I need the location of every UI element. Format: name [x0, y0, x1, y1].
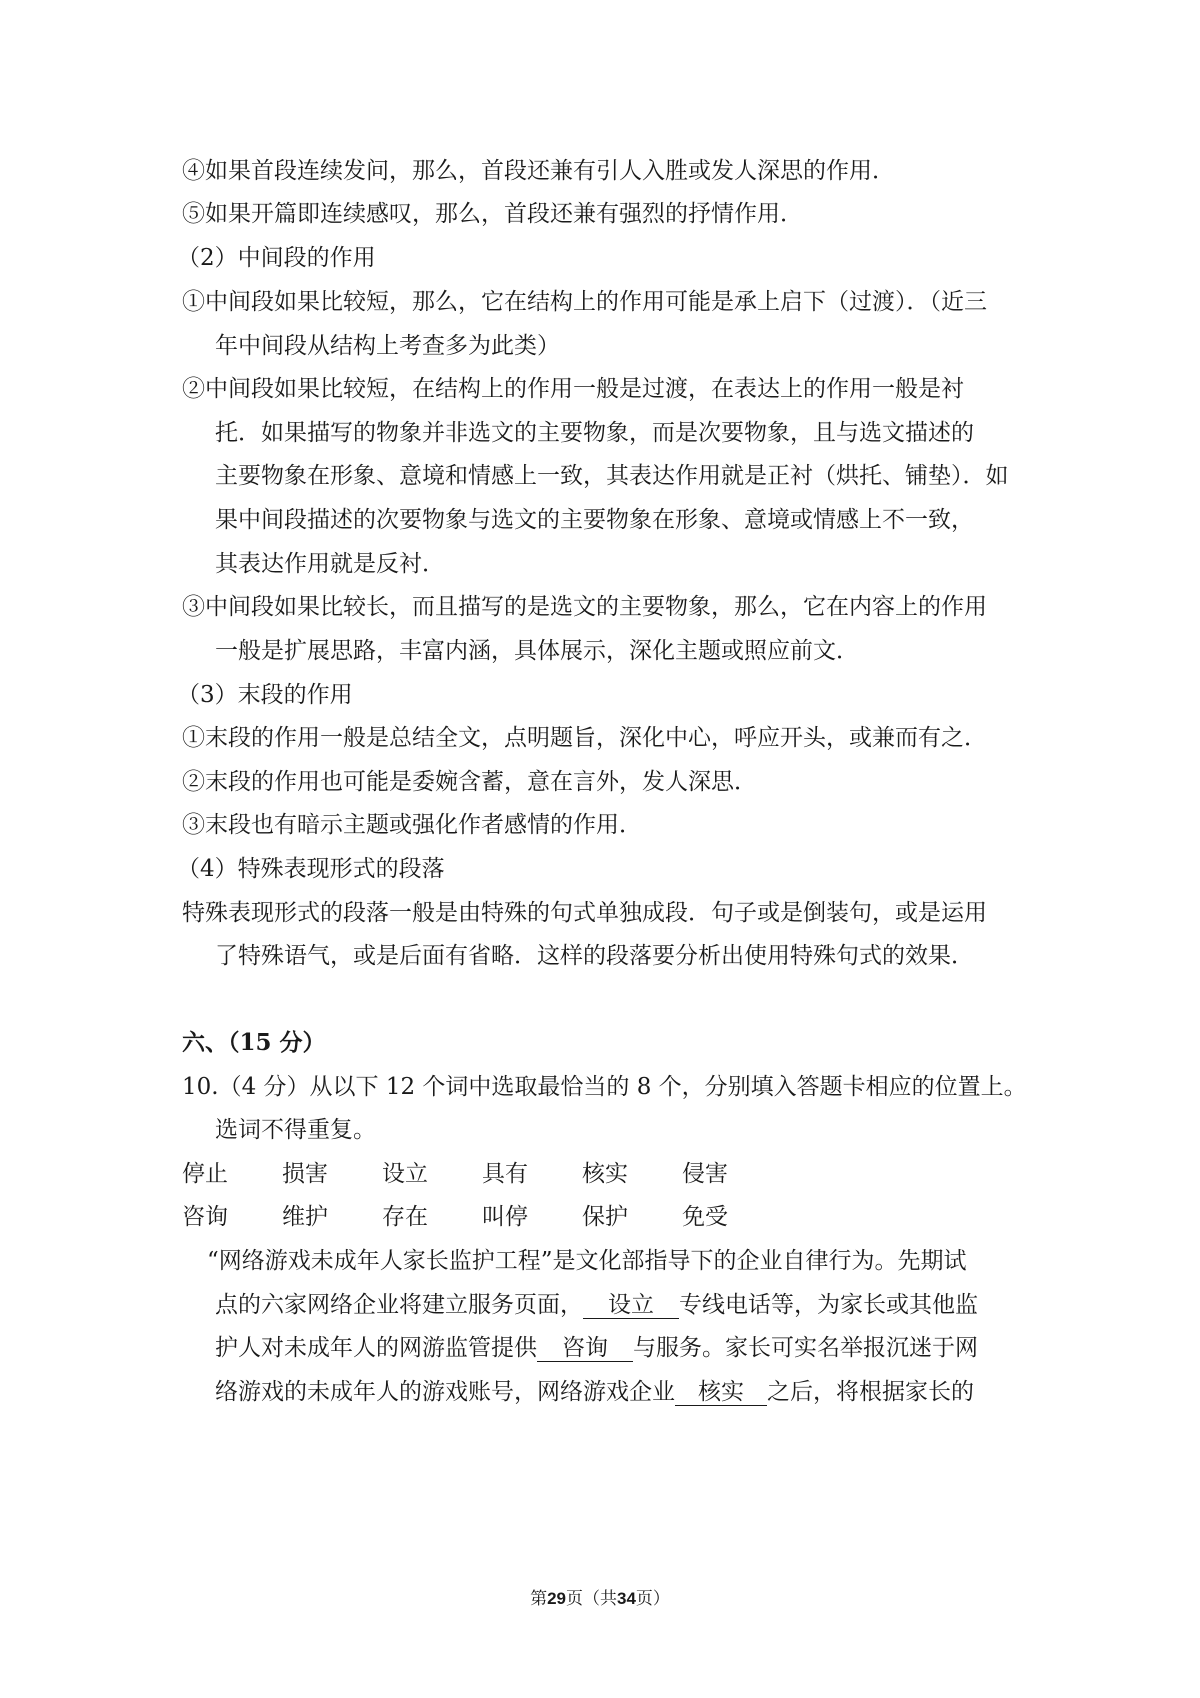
passage-text: 点的六家网络企业将建立服务页面，	[215, 1292, 583, 1318]
word-option: 设立	[382, 1161, 428, 1187]
text-line: 了特殊语气，或是后面有省略．这样的段落要分析出使用特殊句式的效果．	[215, 943, 974, 969]
footer-total-pages: 34	[617, 1589, 636, 1608]
passage-line	[215, 1288, 1075, 1322]
question-line: 10.（4 分）从以下 12 个词中选取最恰当的 8 个，分别填入答题卡相应的位置上。	[182, 1074, 1027, 1100]
text-line: ③末段也有暗示主题或强化作者感情的作用．	[182, 812, 642, 838]
passage-text: 专线电话等，为家长或其他监	[679, 1292, 978, 1318]
footer-suffix: 页）	[635, 1589, 670, 1609]
text-line: 果中间段描述的次要物象与选文的主要物象在形象、意境或情感上不一致，	[215, 507, 974, 533]
text-line: ①中间段如果比较短，那么，它在结构上的作用可能是承上启下（过渡）．（近三	[182, 289, 987, 315]
answer-blank: 核实	[675, 1379, 767, 1406]
word-option: 损害	[282, 1161, 328, 1187]
text-line: ①末段的作用一般是总结全文，点明题旨，深化中心，呼应开头，或兼而有之．	[182, 725, 987, 751]
text-line: 一般是扩展思路，丰富内涵，具体展示，深化主题或照应前文．	[215, 638, 859, 664]
passage-line: “网络游戏未成年人家长监护工程”是文化部指导下的企业自律行为。先期试	[207, 1248, 967, 1274]
word-option: 咨询	[182, 1204, 228, 1230]
word-option: 存在	[382, 1204, 428, 1230]
text-line: 其表达作用就是反衬．	[215, 551, 445, 577]
word-option: 停止	[182, 1161, 228, 1187]
passage-text: 络游戏的未成年人的游戏账号，网络游戏企业	[215, 1379, 675, 1405]
text-line: 托．如果描写的物象并非选文的主要物象，而是次要物象，且与选文描述的	[215, 420, 974, 446]
word-option: 核实	[582, 1161, 628, 1187]
text-line: ④如果首段连续发问，那么，首段还兼有引人入胜或发人深思的作用．	[182, 158, 895, 184]
word-option: 叫停	[482, 1204, 528, 1230]
section-title: 六、（15 分）	[182, 1029, 326, 1056]
subheading: （3）末段的作用	[177, 682, 353, 708]
subheading: （2）中间段的作用	[177, 245, 376, 271]
answer-blank: 咨询	[537, 1335, 633, 1362]
passage-text: 与服务。家长可实名举报沉迷于网	[633, 1335, 978, 1361]
word-option: 保护	[582, 1204, 628, 1230]
text-line: 年中间段从结构上考查多为此类）	[215, 333, 560, 359]
question-line: 选词不得重复。	[215, 1117, 376, 1143]
passage-line	[215, 1331, 1075, 1365]
passage-text: 之后，将根据家长的	[767, 1379, 974, 1405]
text-line: ⑤如果开篇即连续感叹，那么，首段还兼有强烈的抒情作用．	[182, 201, 803, 227]
footer-middle: 页（共	[566, 1589, 617, 1609]
page-footer	[0, 1587, 1200, 1611]
text-line: 主要物象在形象、意境和情感上一致，其表达作用就是正衬（烘托、铺垫）．如	[215, 463, 1009, 489]
text-line: ③中间段如果比较长，而且描写的是选文的主要物象，那么，它在内容上的作用	[182, 594, 987, 620]
text-line: ②末段的作用也可能是委婉含蓄，意在言外，发人深思．	[182, 769, 757, 795]
word-option: 免受	[682, 1204, 728, 1230]
text-line: ②中间段如果比较短，在结构上的作用一般是过渡，在表达上的作用一般是衬	[182, 376, 964, 402]
word-option: 维护	[282, 1204, 328, 1230]
word-option: 侵害	[682, 1161, 728, 1187]
answer-blank: 设立	[583, 1292, 679, 1319]
subheading: （4）特殊表现形式的段落	[177, 856, 445, 882]
footer-page-number: 29	[547, 1589, 566, 1608]
footer-prefix: 第	[530, 1589, 548, 1609]
passage-line	[215, 1375, 1075, 1409]
passage-text: 护人对未成年人的网游监管提供	[215, 1335, 537, 1361]
word-option: 具有	[482, 1161, 528, 1187]
text-line: 特殊表现形式的段落一般是由特殊的句式单独成段．句子或是倒装句，或是运用	[182, 900, 987, 926]
